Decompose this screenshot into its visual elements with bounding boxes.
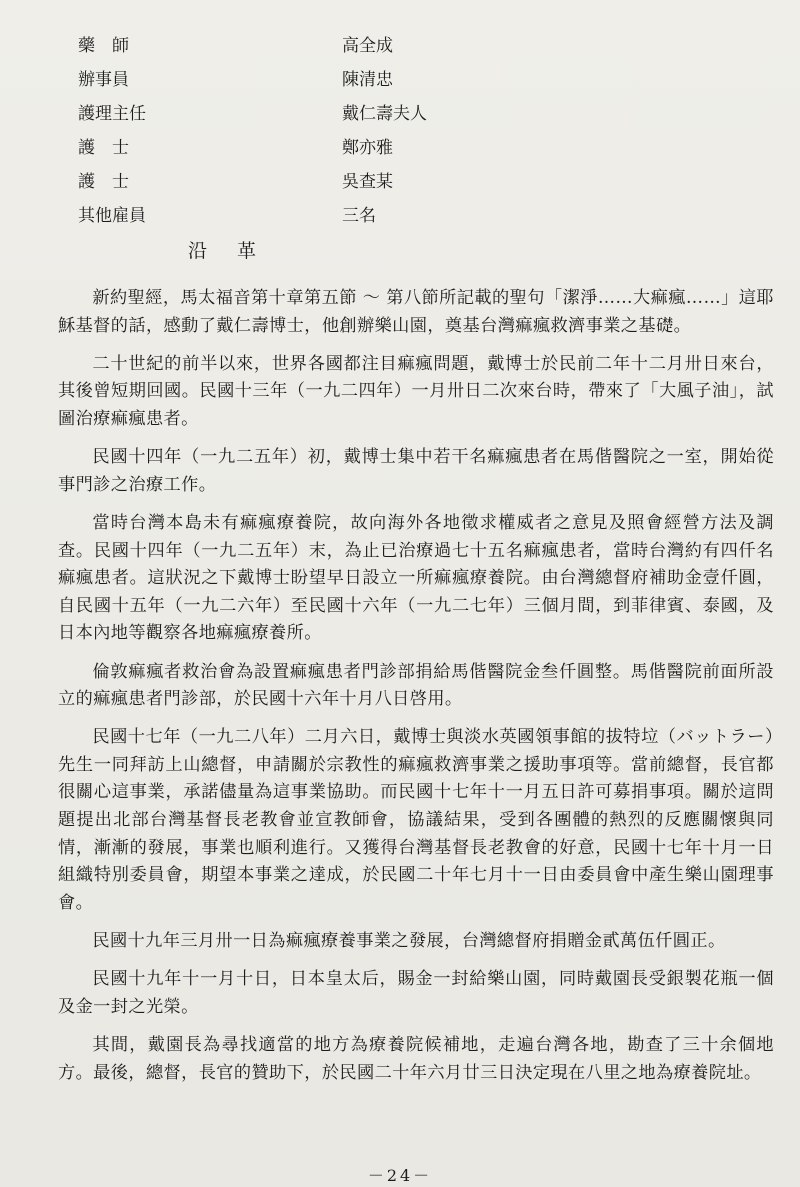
paragraph: 民國十四年（一九二五年）初，戴博士集中若干名痲瘋患者在馬偕醫院之一室，開始從事門診之治療工作。 bbox=[58, 447, 774, 495]
paragraph: 民國十七年（一九二八年）二月六日，戴博士與淡水英國領事館的拔特垃（バットラー）先生一同拜訪上山總督，申請關於宗教性的痲瘋救濟事業之援助事項等。當前總督，長官都很關心這事業，承諾儘量為這事業協助。而民國十七年十一月五日許可募捐事項。關於這問題提出北部台灣基督長老教會並宣教師會，協議結果，受到各團體的熱烈的反應關懷與同情，漸漸的發展，事業也順利進行。又獲得台灣基督長老教會的好意，民國十七年十月一日組織特別委員會，期望本事業之達成，於民國二十年七月十一日由委員會中產生樂山園理事會。 bbox=[58, 727, 774, 913]
section-title: 沿革 bbox=[187, 240, 286, 262]
page-number: －24－ bbox=[367, 1166, 433, 1185]
staff-row bbox=[78, 128, 598, 162]
staff-row bbox=[78, 162, 598, 196]
staff-role: 護理主任 bbox=[78, 103, 146, 124]
paragraph: 當時台灣本島未有痲瘋療養院，故向海外各地徵求權威者之意見及照會經營方法及調查。民國十四年（一九二五年）末，為止已治療過七十五名痲瘋患者，當時台灣約有四仟名痲瘋患者。這狀況之下戴博士盼望早日設立一所痲瘋療養院。由台灣總督府補助金壹仟圓，自民國十五年（一九二六年）至民國十六年（一九二七年）三個月間，到菲律賓、泰國，及日本內地等觀察各地痲瘋療養所。 bbox=[58, 512, 774, 644]
staff-name: 戴仁壽夫人 bbox=[342, 103, 427, 124]
staff-role: 辦事員 bbox=[78, 69, 129, 90]
staff-row bbox=[78, 60, 598, 94]
staff-row bbox=[78, 26, 598, 60]
paragraph: 民國十九年十一月十日，日本皇太后，賜金一封給樂山園，同時戴園長受銀製花瓶一個及金一封之光榮。 bbox=[58, 969, 774, 1017]
paragraph: 其間，戴園長為尋找適當的地方為療養院候補地，走遍台灣各地，勘查了三十余個地方。最後，總督，長官的贊助下，於民國二十年六月廿三日決定現在八里之地為療養院址。 bbox=[58, 1035, 774, 1083]
paragraph: 倫敦痲瘋者救治會為設置痲瘋患者門診部捐給馬偕醫院金叁仟圓整。馬偕醫院前面所設立的痲瘋患者門診部，於民國十六年十月八日啓用。 bbox=[58, 661, 774, 710]
staff-row bbox=[78, 94, 598, 128]
staff-role: 護 士 bbox=[78, 171, 129, 192]
staff-list bbox=[78, 26, 598, 230]
staff-role: 其他雇員 bbox=[78, 205, 146, 226]
staff-name: 三名 bbox=[342, 205, 376, 226]
history-content bbox=[58, 285, 774, 1098]
paragraph: 二十世紀的前半以來，世界各國都注目痲瘋問題，戴博士於民前二年十二月卅日來台，其後曾短期回國。民國十三年（一九二四年）一月卅日二次來台時，帶來了「大風子油」，試圖治療痲瘋患者。 bbox=[58, 353, 774, 429]
paragraph: 新約聖經，馬太福音第十章第五節 ～ 第八節所記載的聖句「潔淨……大痲瘋……」這耶穌基督的話，感動了戴仁壽博士，他創辦樂山園，奠基台灣痲瘋救濟事業之基礎。 bbox=[58, 288, 774, 336]
staff-role: 藥 師 bbox=[78, 35, 129, 56]
staff-name: 高全成 bbox=[342, 35, 393, 56]
staff-row bbox=[78, 196, 598, 230]
staff-role: 護 士 bbox=[78, 137, 129, 158]
paragraph: 民國十九年三月卅一日為痲瘋療養事業之發展，台灣總督府捐贈金貳萬伍仟圓正。 bbox=[92, 931, 726, 952]
staff-name: 吳查某 bbox=[342, 171, 393, 192]
staff-name: 陳清忠 bbox=[342, 69, 393, 90]
staff-name: 鄭亦雅 bbox=[342, 137, 393, 158]
